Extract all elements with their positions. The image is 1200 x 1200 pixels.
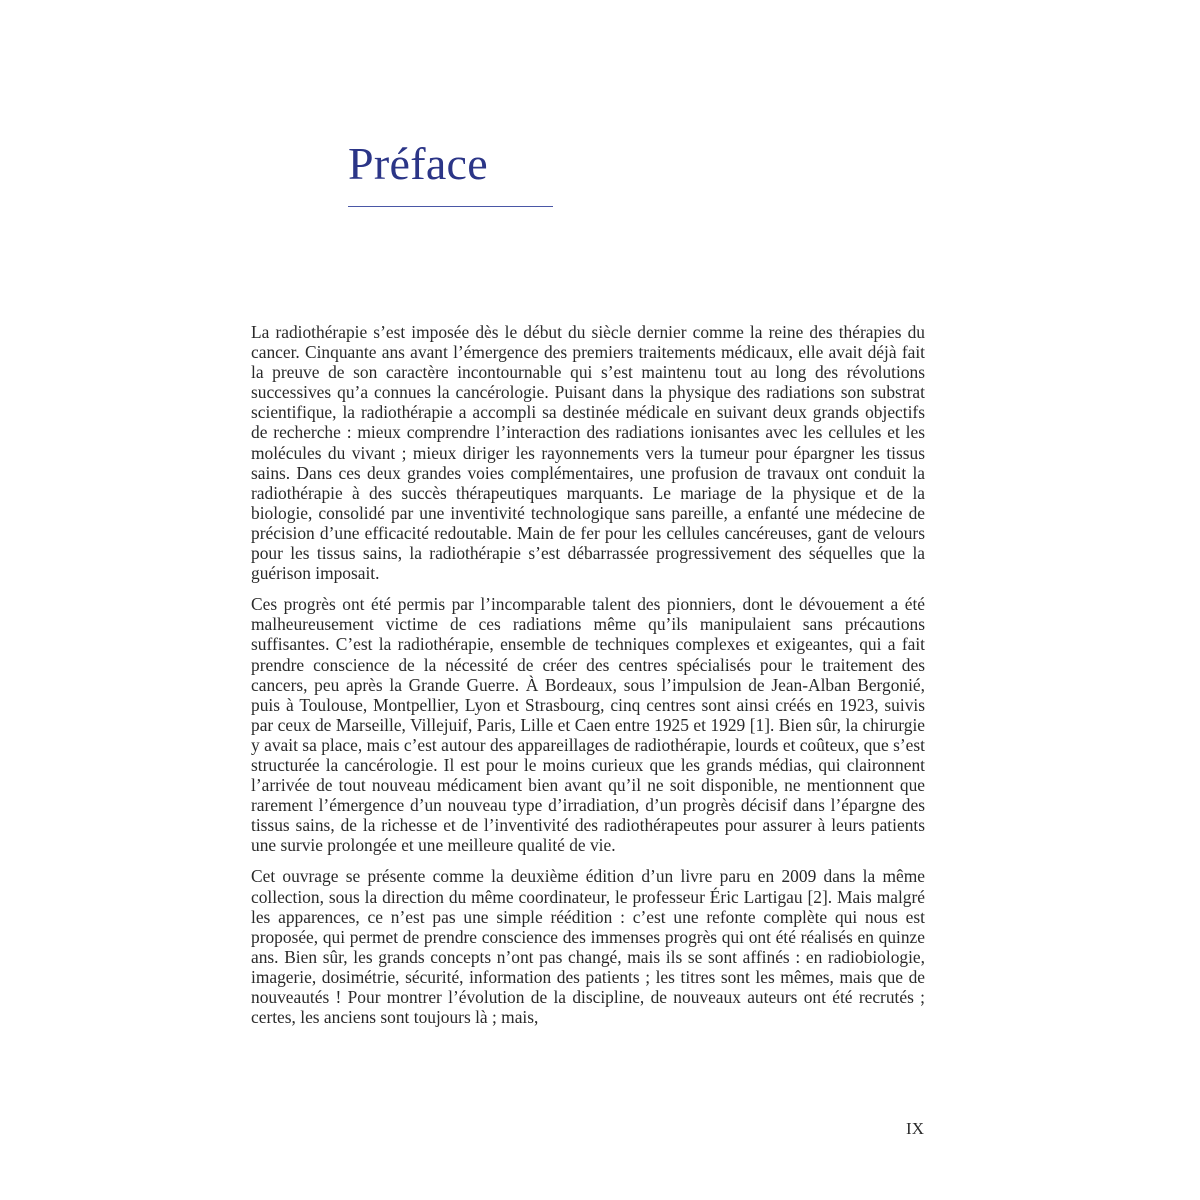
page-title: Préface: [348, 138, 488, 189]
paragraph-3: Cet ouvrage se présente comme la deuxième édition d’un livre paru en 2009 dans la même collection, sous la direction du même coordinateur, le professeur Éric Lartigau [2]. Mais malgré les apparences, ce n’est pas une simple réédition : c’est une refonte complète qui nous est proposée, qui permet de prendre conscience des immenses progrès qui ont été réalisés en quinze ans. Bien sûr, les grands concepts n’ont pas changé, mais ils se sont affinés : en radiobiologie, imagerie, dosimétrie, sécurité, information des patients ; les titres sont les mêmes, mais que de nouveautés ! Pour montrer l’évolution de la discipline, de nouveaux auteurs ont été recrutés ; certes, les anciens sont toujours là ; mais,: [251, 866, 925, 1028]
page-number: IX: [906, 1119, 924, 1138]
preface-body: [251, 322, 925, 1038]
title-underline: [348, 206, 553, 207]
paragraph-2: Ces progrès ont été permis par l’incomparable talent des pionniers, dont le dévouement a été malheureusement victime de ces radiations même qu’ils manipulaient sans précautions suffisantes. C’est la radiothérapie, ensemble de techniques complexes et exigeantes, qui a fait prendre conscience de la nécessité de créer des centres spécialisés pour le traitement des cancers, peu après la Grande Guerre. À Bordeaux, sous l’impulsion de Jean-Alban Bergonié, puis à Toulouse, Montpellier, Lyon et Strasbourg, cinq centres sont ainsi créés en 1923, suivis par ceux de Marseille, Villejuif, Paris, Lille et Caen entre 1925 et 1929 [1]. Bien sûr, la chirurgie y avait sa place, mais c’est autour des appareillages de radiothérapie, lourds et coûteux, que s’est structurée la cancérologie. Il est pour le moins curieux que les grands médias, qui claironnent l’arrivée de tout nouveau médicament bien avant qu’il ne soit disponible, ne mentionnent que rarement l’émergence d’un nouveau type d’irradiation, d’un progrès décisif dans l’épargne des tissus sains, de la richesse et de l’inventivité des radiothérapeutes pour assurer à leurs patients une survie prolongée et une meilleure qualité de vie.: [251, 594, 925, 856]
paragraph-1: La radiothérapie s’est imposée dès le début du siècle dernier comme la reine des thérapies du cancer. Cinquante ans avant l’émergence des premiers traitements médicaux, elle avait déjà fait la preuve de son caractère incontournable qui s’est maintenu tout au long des révolutions successives qu’a connues la cancérologie. Puisant dans la physique des radiations son substrat scientifique, la radiothérapie a accompli sa destinée médicale en suivant deux grands objectifs de recherche : mieux comprendre l’interaction des radiations ionisantes avec les cellules et les molécules du vivant ; mieux diriger les rayonnements vers la tumeur pour épargner les tissus sains. Dans ces deux grandes voies complémentaires, une profusion de travaux ont conduit la radiothérapie à des succès thérapeutiques marquants. Le mariage de la physique et de la biologie, consolidé par une inventivité technologique sans pareille, a enfanté une médecine de précision d’une efficacité redoutable. Main de fer pour les cellules cancéreuses, gant de velours pour les tissus sains, la radiothérapie s’est débarrassée progressivement des séquelles que la guérison imposait.: [251, 322, 925, 584]
